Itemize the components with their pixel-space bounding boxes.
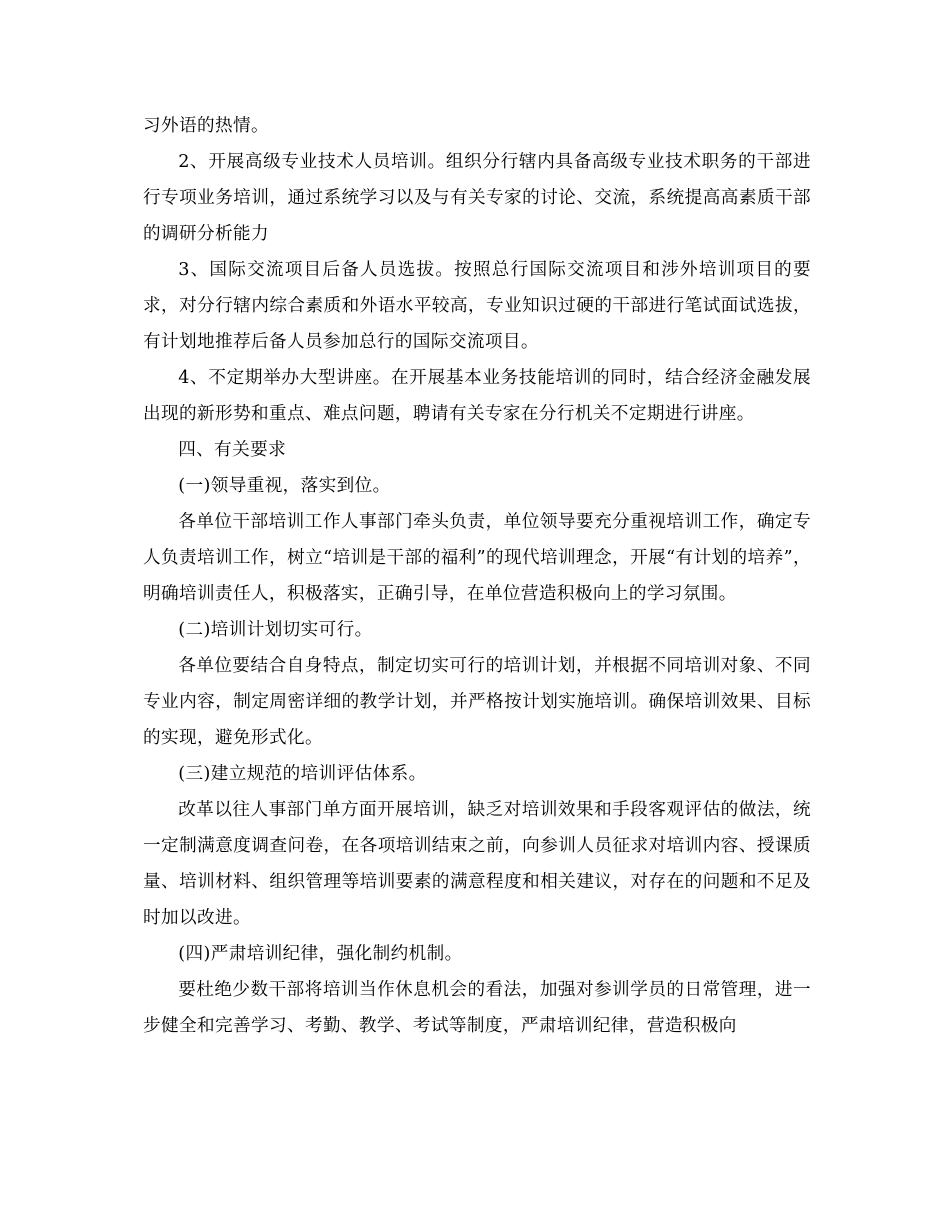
subheading-1: (一)领导重视，落实到位。 [178,476,391,496]
subheading-3: (三)建立规范的培训评估体系。 [178,764,427,784]
paragraph-1: 习外语的热情。 [143,116,269,136]
subheading-2: (二)培训计划切实可行。 [178,620,373,640]
paragraph-3: 3、国际交流项目后备人员选拔。按照总行国际交流项目和涉外培训项目的要求，对分行辖内综合素质和外语水平较高，专业知识过硬的干部进行笔试面试选拔，有计划地推荐后备人员参加总行的国际交流项目。 [143,260,811,352]
section-heading-4: 四、有关要求 [178,440,287,460]
paragraph-5: 各单位干部培训工作人事部门牵头负责，单位领导要充分重视培训工作，确定专人负责培训工作，树立“培训是干部的福利”的现代培训理念，开展“有计划的培养”，明确培训责任人，积极落实，正确引导，在单位营造积极向上的学习氛围。 [143,512,811,604]
subheading-4: (四)严肃培训纪律，强化制约机制。 [178,944,463,964]
paragraph-8: 要杜绝少数干部将培训当作休息机会的看法，加强对参训学员的日常管理，进一步健全和完善学习、考勤、教学、考试等制度，严肃培训纪律，营造积极向 [143,980,811,1036]
paragraph-2: 2、开展高级专业技术人员培训。组织分行辖内具备高级专业技术职务的干部进行专项业务培训，通过系统学习以及与有关专家的讨论、交流，系统提高高素质干部的调研分析能力 [143,152,811,244]
document-page [143,108,811,1044]
paragraph-4: 4、不定期举办大型讲座。在开展基本业务技能培训的同时，结合经济金融发展出现的新形势和重点、难点问题，聘请有关专家在分行机关不定期进行讲座。 [143,368,811,424]
paragraph-6: 各单位要结合自身特点，制定切实可行的培训计划，并根据不同培训对象、不同专业内容，制定周密详细的教学计划，并严格按计划实施培训。确保培训效果、目标的实现，避免形式化。 [143,656,811,748]
paragraph-7: 改革以往人事部门单方面开展培训，缺乏对培训效果和手段客观评估的做法，统一定制满意度调查问卷，在各项培训结束之前，向参训人员征求对培训内容、授课质量、培训材料、组织管理等培训要素的满意程度和相关建议，对存在的问题和不足及时加以改进。 [143,800,811,928]
